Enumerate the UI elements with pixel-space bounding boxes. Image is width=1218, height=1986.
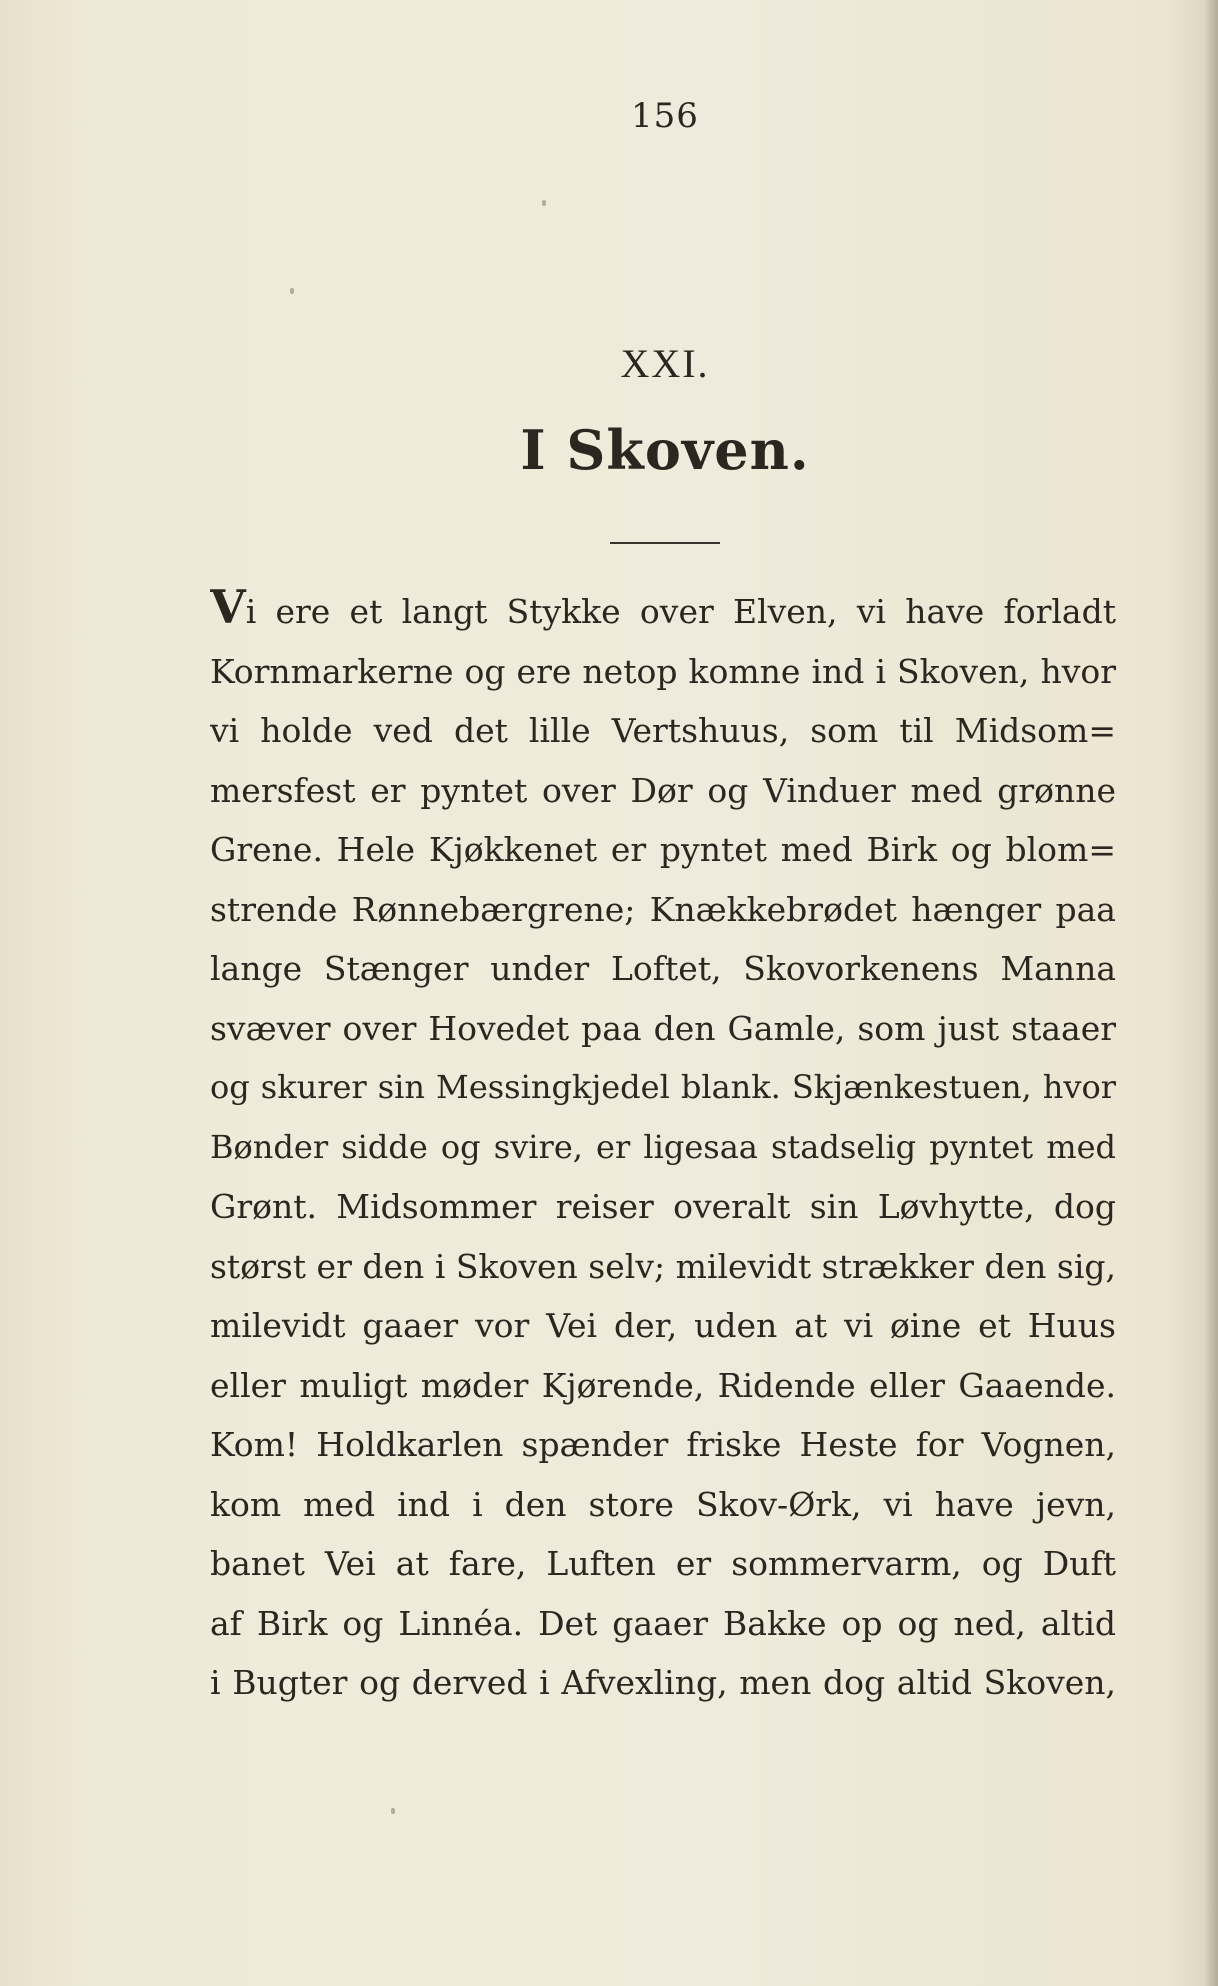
text-line-content: i ere et langt Stykke over Elven, vi have forladt (245, 592, 1116, 631)
drop-cap: V (210, 582, 246, 634)
text-line: Bønder sidde og svire, er ligesaa stadselig pyntet med (210, 1127, 1116, 1166)
body-text (210, 582, 1116, 1713)
chapter-number: XXI. (620, 341, 710, 386)
text-line: eller muligt møder Kjørende, Ridende eller Gaaende. (210, 1365, 1116, 1405)
text-line: og skurer sin Messingkjedel blank. Skjænkestuen, hvor (210, 1068, 1116, 1106)
text-line: Grønt. Midsommer reiser overalt sin Løvhytte, dog (210, 1187, 1116, 1226)
text-line: størst er den i Skoven selv; milevidt strækker den sig, (210, 1246, 1116, 1286)
text-line: Kom! Holdkarlen spænder friske Heste for Vognen, (210, 1425, 1116, 1464)
text-line: lange Stænger under Loftet, Skovorkenens Manna (210, 949, 1116, 988)
text-line: kom med ind i den store Skov-Ørk, vi have jevn, (210, 1484, 1116, 1524)
paper-speck (391, 1808, 395, 1814)
paper-speck (290, 288, 294, 294)
paper-speck (542, 200, 546, 206)
title-divider (610, 542, 720, 544)
text-line: i Bugter og derved i Afvexling, men dog altid Skoven, (210, 1663, 1116, 1702)
text-line: af Birk og Linnéa. Det gaaer Bakke op og ned, altid (210, 1603, 1116, 1643)
page-number: 156 (631, 96, 699, 136)
text-line: banet Vei at fare, Luften er sommervarm, og Duft (210, 1544, 1116, 1583)
text-line: svæver over Hovedet paa den Gamle, som just staaer (210, 1008, 1116, 1048)
page-edge-shadow (1204, 0, 1218, 1986)
text-line: strende Rønnebærgrene; Knækkebrødet hænger paa (210, 889, 1116, 929)
text-line: Grene. Hele Kjøkkenet er pyntet med Birk og blom= (210, 830, 1116, 869)
text-line: vi holde ved det lille Vertshuus, som til Midsom= (210, 711, 1116, 750)
chapter-title: I Skoven. (520, 418, 810, 482)
text-line: mersfest er pyntet over Dør og Vinduer med grønne (210, 770, 1116, 810)
text-line (210, 582, 1116, 642)
text-line: Kornmarkerne og ere netop komne ind i Skoven, hvor (210, 651, 1116, 691)
text-line: milevidt gaaer vor Vei der, uden at vi øine et Huus (210, 1306, 1116, 1345)
